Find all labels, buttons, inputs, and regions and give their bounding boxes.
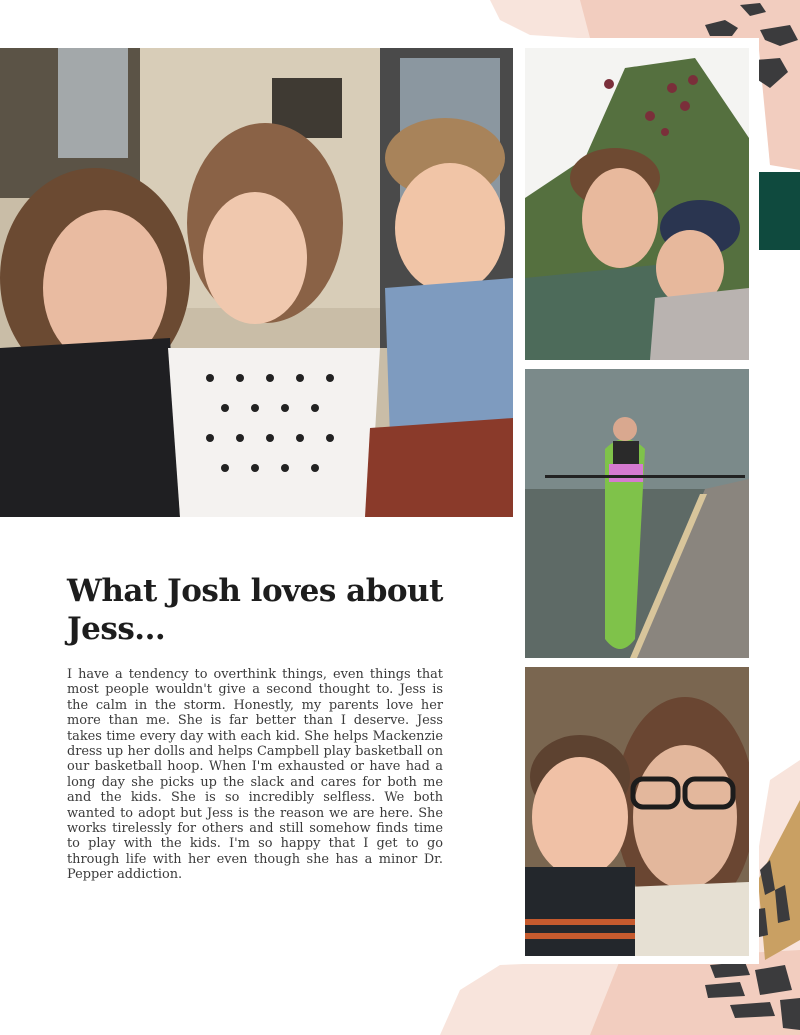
mother-son-image [525, 667, 749, 956]
family-porch-image [0, 48, 513, 517]
couple-orchard-photo [525, 48, 749, 360]
couple-orchard-image [525, 48, 749, 360]
body-paragraph: I have a tendency to overthink things, even things that most people wouldn't give a second thought to. Jess is the calm in the storm. Honestly, my parents love her more than me. She is far better than I deserve. Jess takes time every day with each kid. She helps Mackenzie dress up her dolls and helps Campbell play basketball on our basketball hoop. When I'm exhausted or have had a long day she picks up the slack and cares for both me and the kids. She is so incredibly selfless. We both wanted to adopt but Jess is the reason we are here. She works tirelessly for others and still somehow finds time to play with the kids. I'm so happy that I get to go through life with her even though she has a minor Dr. Pepper addiction. [67, 667, 443, 883]
kayak-dock-photo [525, 369, 749, 658]
mother-son-photo [525, 667, 749, 956]
kayak-dock-image [525, 369, 749, 658]
green-brush-stroke [758, 172, 800, 250]
page-heading: What Josh loves about Jess... [67, 573, 443, 647]
family-porch-photo [0, 48, 513, 517]
